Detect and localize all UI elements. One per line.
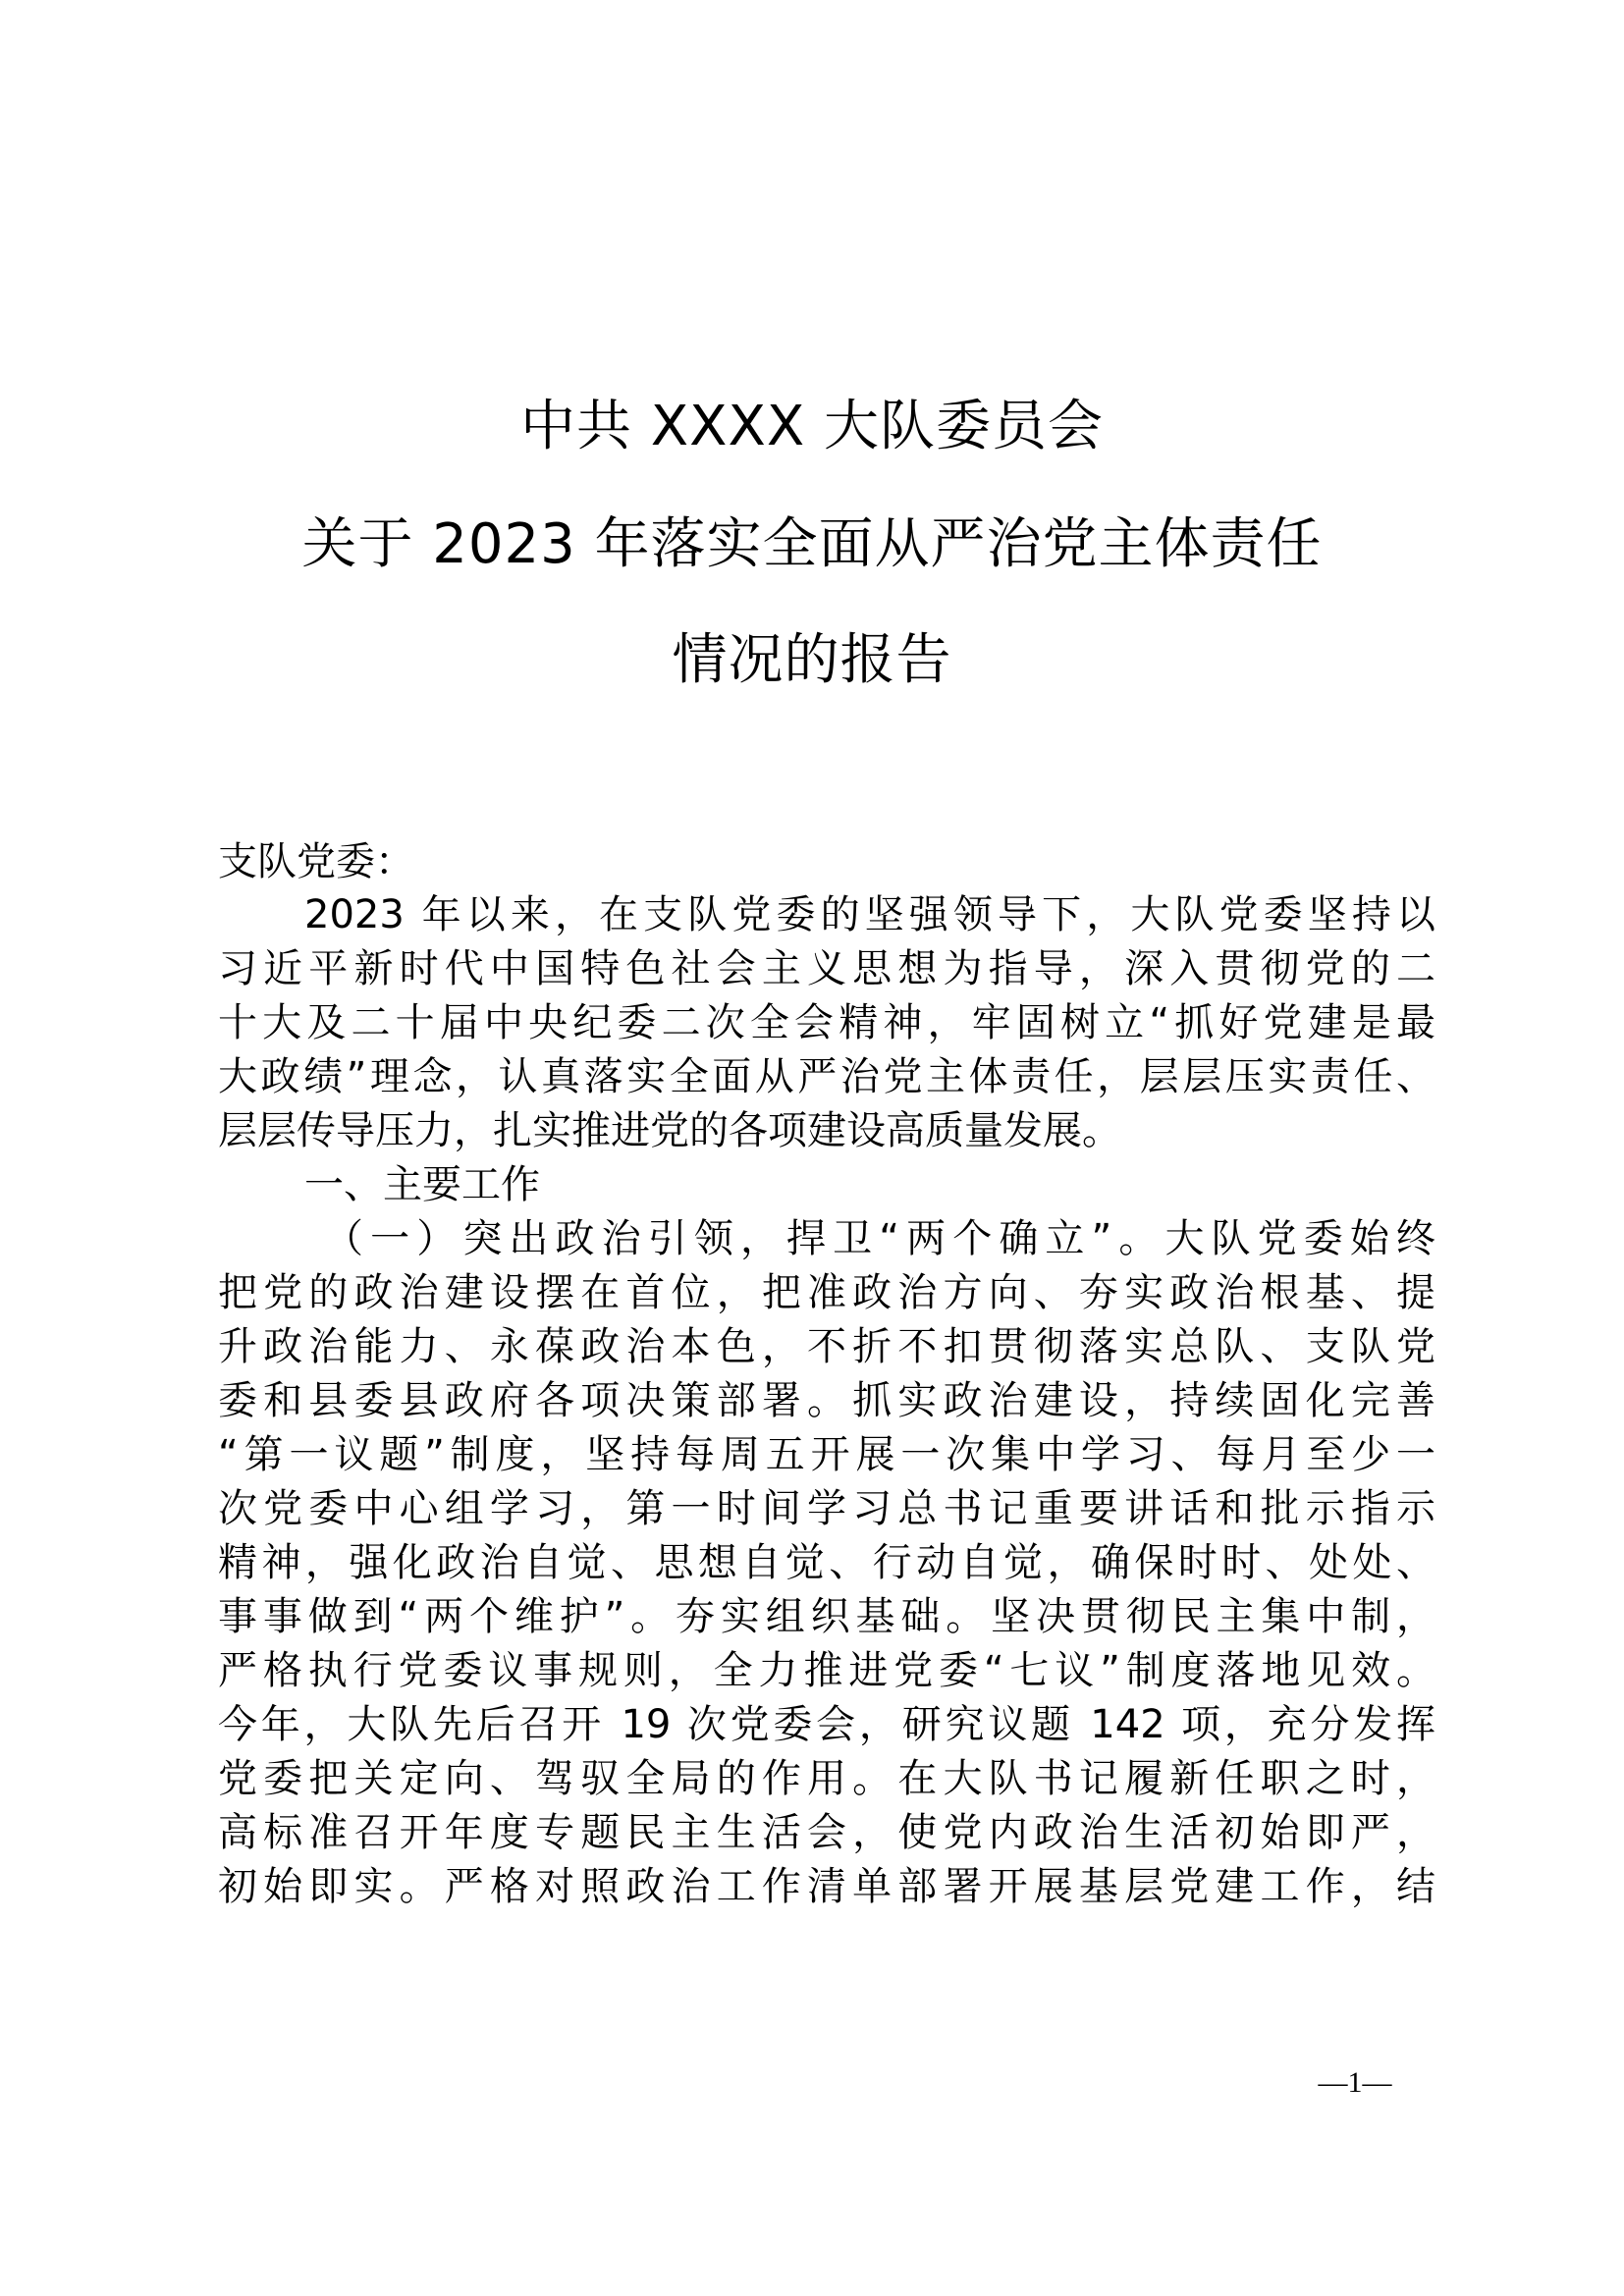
section-paragraph-line: 严格执行党委议事规则，全力推进党委“七议”制度落地见效。 [218,1648,1435,1693]
section-paragraph-line: 次党委中心组学习，第一时间学习总书记重要讲话和批示指示 [218,1486,1435,1531]
section-paragraph-line: 精神，强化政治自觉、思想自觉、行动自觉，确保时时、处处、 [218,1540,1435,1585]
section-paragraph-line: 高标准召开年度专题民主生活会，使党内政治生活初始即严， [218,1810,1435,1855]
title-line-2: 关于 2023 年落实全面从严治党主体责任 [301,512,1323,576]
section-paragraph-line: 初始即实。严格对照政治工作清单部署开展基层党建工作，结 [218,1864,1435,1909]
section-paragraph-line: 今年，大队先后召开 19 次党委会，研究议题 142 项，充分发挥 [218,1702,1435,1747]
intro-line: 层层传导压力，扎实推进党的各项建设高质量发展。 [218,1108,1121,1153]
section-paragraph-line: “第一议题”制度，坚持每周五开展一次集中学习、每月至少一 [218,1432,1435,1477]
title-line-1: 中共 XXXX 大队委员会 [519,395,1105,458]
section-heading: 一、主要工作 [304,1162,540,1207]
intro-line: 习近平新时代中国特色社会主义思想为指导，深入贯彻党的二 [218,946,1435,991]
intro-line: 2023 年以来，在支队党委的坚强领导下，大队党委坚持以 [304,892,1435,937]
salutation: 支队党委： [218,839,414,884]
page-number: —1— [1318,2066,1392,2099]
section-paragraph-line: 事事做到“两个维护”。夯实组织基础。坚决贯彻民主集中制， [218,1594,1435,1639]
intro-line: 大政绩”理念，认真落实全面从严治党主体责任，层层压实责任、 [218,1054,1435,1099]
title-line-3: 情况的报告 [672,628,952,692]
section-paragraph-line: 党委把关定向、驾驭全局的作用。在大队书记履新任职之时， [218,1756,1435,1801]
section-paragraph-line: 升政治能力、永葆政治本色，不折不扣贯彻落实总队、支队党 [218,1324,1435,1369]
section-paragraph-line: 把党的政治建设摆在首位，把准政治方向、夯实政治根基、提 [218,1270,1435,1315]
section-paragraph-line: （一）突出政治引领，捍卫“两个确立”。大队党委始终 [324,1216,1435,1261]
intro-line: 十大及二十届中央纪委二次全会精神，牢固树立“抓好党建是最 [218,1000,1435,1045]
section-paragraph-line: 委和县委县政府各项决策部署。抓实政治建设，持续固化完善 [218,1378,1435,1423]
